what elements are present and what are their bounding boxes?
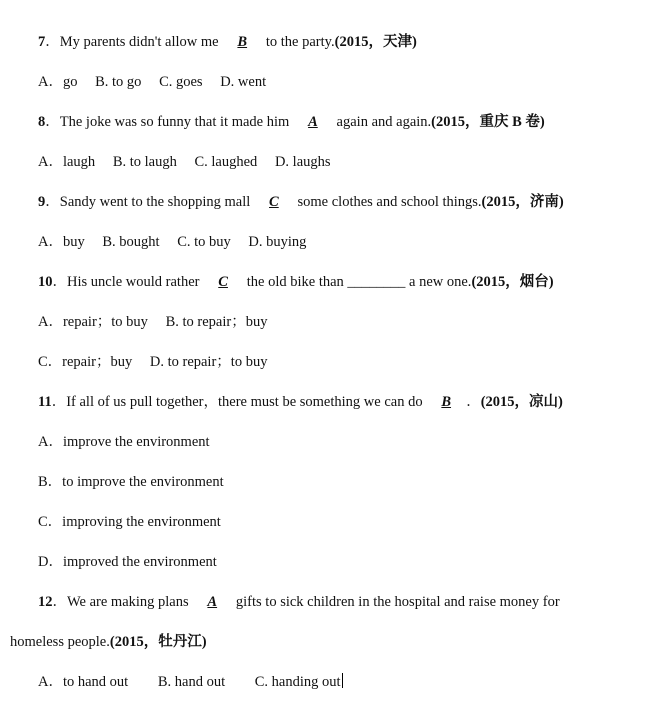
- question-9: [38, 193, 564, 211]
- question-7: [38, 33, 417, 51]
- option-a: A．repair；to buy: [38, 314, 148, 330]
- answer-blank: C: [218, 274, 228, 290]
- source-tag: (2015，重庆 B 卷): [431, 114, 545, 130]
- question-text-end: some clothes and school things.: [293, 194, 482, 210]
- q10-options-row2: [38, 353, 267, 371]
- option-b: B. to repair；buy: [165, 314, 268, 330]
- q9-options: [38, 233, 306, 251]
- question-text-end: gifts to sick children in the hospital and raise money for: [232, 594, 560, 610]
- q12-options: [38, 673, 343, 691]
- source-tag: (2015，烟台): [471, 274, 554, 290]
- option-a: A．improve the environment: [38, 434, 210, 450]
- option-b: B. to go: [95, 74, 142, 90]
- option-d: D. went: [220, 74, 267, 90]
- option-c: C. to buy: [177, 234, 231, 250]
- question-number: 9: [38, 194, 46, 210]
- question-text: ．His uncle would rather: [52, 274, 204, 290]
- question-text-line2: homeless people.: [10, 634, 110, 650]
- answer-blank: A: [207, 594, 218, 610]
- source-tag: (2015，牡丹江): [109, 634, 207, 650]
- option-d: D. laughs: [274, 154, 331, 170]
- option-d: D. to repair；to buy: [149, 354, 268, 370]
- empty-blank: ________: [347, 274, 406, 290]
- question-number: 10: [38, 274, 53, 290]
- question-text: ．Sandy went to the shopping mall: [45, 194, 254, 210]
- question-text-mid: the old bike than: [243, 274, 348, 290]
- option-c: C. laughed: [194, 154, 258, 170]
- option-b: B．to improve the environment: [38, 474, 224, 490]
- source-tag: (2015，济南): [481, 194, 564, 210]
- answer-blank: C: [269, 194, 279, 210]
- question-11: [38, 393, 563, 411]
- question-text: ．If all of us pull together，there must be something we can do: [51, 394, 427, 410]
- question-10: [38, 273, 554, 291]
- q10-options-row1: [38, 313, 267, 331]
- option-c: C．repair；buy: [38, 354, 133, 370]
- option-b: B. hand out: [157, 674, 226, 690]
- question-8: [38, 113, 545, 131]
- question-number: 11: [38, 394, 52, 410]
- question-text: ．The joke was so funny that it made him: [45, 114, 293, 130]
- question-number: 12: [38, 594, 53, 610]
- answer-blank: B: [237, 34, 248, 50]
- question-text-end: to the party.: [262, 34, 335, 50]
- q7-options: [38, 73, 266, 91]
- option-c: C. handing out: [254, 674, 341, 690]
- text-cursor: [342, 673, 343, 688]
- question-12-continued: [10, 633, 207, 651]
- option-d: D．improved the environment: [38, 554, 217, 570]
- option-a: A．buy: [38, 234, 85, 250]
- source-tag: (2015，凉山): [480, 394, 563, 410]
- question-text-end: again and again.: [332, 114, 432, 130]
- option-a: A．laugh: [38, 154, 96, 170]
- question-text-end: a new one.: [405, 274, 472, 290]
- question-12: [38, 593, 560, 611]
- option-b: B. bought: [102, 234, 160, 250]
- source-tag: (2015，天津): [334, 34, 417, 50]
- question-number: 7: [38, 34, 46, 50]
- answer-blank: B: [441, 394, 452, 410]
- option-c: C．improving the environment: [38, 514, 221, 530]
- q8-options: [38, 153, 331, 171]
- answer-blank: A: [308, 114, 318, 130]
- question-text-end: ．: [466, 394, 481, 410]
- option-a: A．to hand out: [38, 674, 129, 690]
- question-text: ．We are making plans: [52, 594, 193, 610]
- option-b: B. to laugh: [112, 154, 177, 170]
- question-text: ．My parents didn't allow me: [45, 34, 223, 50]
- option-c: C. goes: [159, 74, 203, 90]
- question-number: 8: [38, 114, 46, 130]
- option-a: A．go: [38, 74, 78, 90]
- option-d: D. buying: [248, 234, 307, 250]
